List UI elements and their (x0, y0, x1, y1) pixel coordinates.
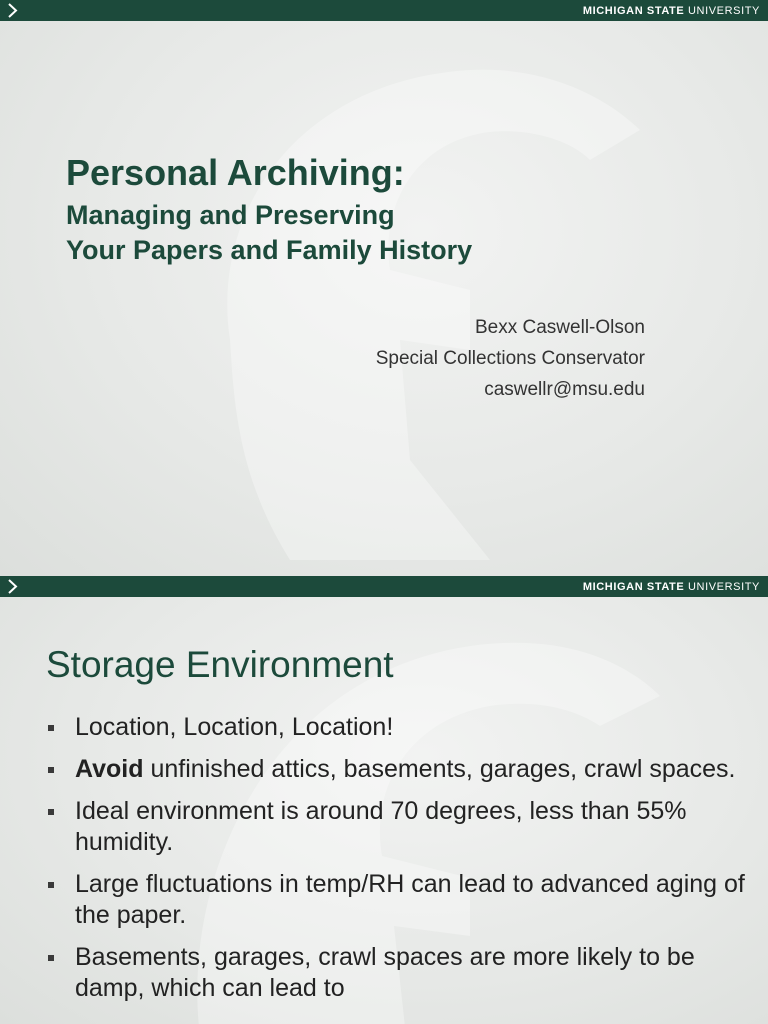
list-item (46, 712, 746, 743)
author-email: caswellr@msu.edu (484, 379, 645, 400)
spartan-helmet-watermark (170, 40, 650, 576)
msu-header-bar (0, 0, 768, 21)
bullet-emphasis: Avoid (75, 755, 144, 783)
bullet-square-icon (48, 767, 54, 773)
msu-wordmark: MICHIGAN STATE UNIVERSITY (582, 581, 760, 593)
slide-title: Personal Archiving: (66, 152, 405, 193)
list-item (46, 754, 746, 785)
bullet-list (46, 712, 746, 1015)
bullet-text: Basements, garages, crawl spaces are more likely to be damp, which can lead to (75, 943, 695, 1002)
bullet-square-icon (48, 955, 54, 961)
msu-header-bar (0, 576, 768, 597)
subtitle-line-2: Your Papers and Family History (66, 235, 473, 265)
bullet-square-icon (48, 809, 54, 815)
chevron-right-icon (6, 2, 18, 19)
slide-title: Storage Environment (46, 644, 394, 685)
list-item (46, 942, 746, 1004)
bullet-text: Ideal environment is around 70 degrees, less than 55% humidity. (75, 797, 687, 856)
author-role: Special Collections Conservator (375, 348, 645, 369)
list-item (46, 869, 746, 931)
bullet-text: Large fluctuations in temp/RH can lead to advanced aging of the paper. (75, 870, 745, 929)
chevron-right-icon (6, 578, 18, 595)
msu-wordmark: MICHIGAN STATE UNIVERSITY (582, 5, 760, 17)
subtitle-line-1: Managing and Preserving (66, 200, 395, 230)
bullet-square-icon (48, 882, 54, 888)
list-item (46, 796, 746, 858)
author-block (376, 312, 645, 405)
author-name: Bexx Caswell-Olson (475, 317, 645, 338)
bullet-square-icon (48, 725, 54, 731)
bullet-text: unfinished attics, basements, garages, crawl spaces. (143, 755, 736, 783)
slide-subtitle (66, 198, 472, 268)
bullet-text: Location, Location, Location! (75, 713, 394, 741)
